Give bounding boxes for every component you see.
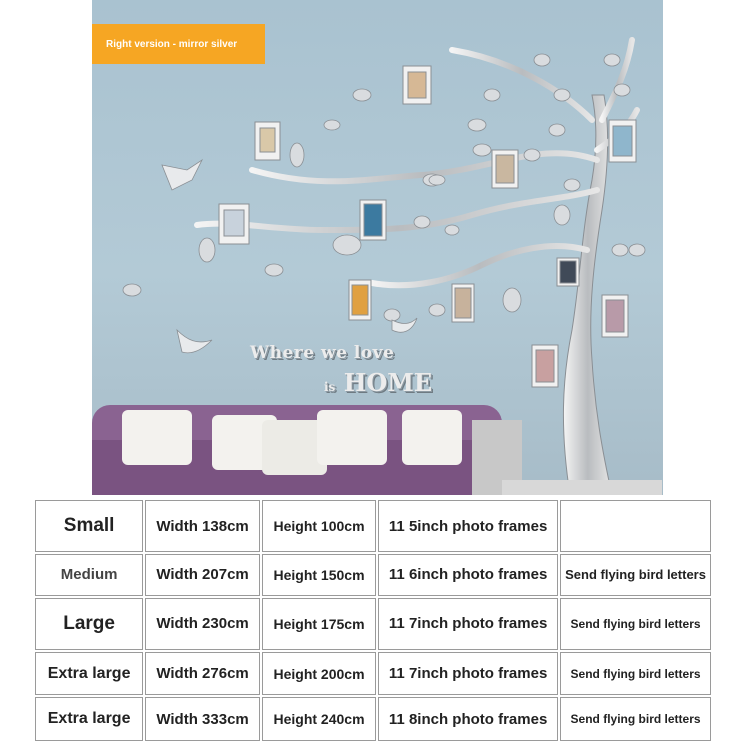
table-row	[35, 598, 711, 650]
height-cell: Height 240cm	[262, 697, 376, 741]
height-cell: Height 150cm	[262, 554, 376, 595]
size-spec-table	[33, 498, 713, 743]
frames-cell: 11 7inch photo frames	[378, 598, 558, 650]
frames-cell: 11 5inch photo frames	[378, 500, 558, 552]
note-cell: Send flying bird letters	[560, 598, 711, 650]
table-row	[35, 652, 711, 696]
size-label: Small	[35, 500, 143, 552]
wall-text-is: is	[324, 380, 336, 394]
width-cell: Width 230cm	[145, 598, 260, 650]
size-label: Extra large	[35, 652, 143, 696]
size-label: Medium	[35, 554, 143, 595]
frames-cell: 11 7inch photo frames	[378, 652, 558, 696]
width-cell: Width 138cm	[145, 500, 260, 552]
frames-cell: 11 8inch photo frames	[378, 697, 558, 741]
note-cell	[560, 500, 711, 552]
width-cell: Width 207cm	[145, 554, 260, 595]
width-cell: Width 276cm	[145, 652, 260, 696]
height-cell: Height 100cm	[262, 500, 376, 552]
product-photo	[92, 0, 663, 495]
table-row	[35, 500, 711, 552]
size-label: Large	[35, 598, 143, 650]
height-cell: Height 200cm	[262, 652, 376, 696]
height-cell: Height 175cm	[262, 598, 376, 650]
note-cell: Send flying bird letters	[560, 697, 711, 741]
wall-text-home: HOME	[343, 368, 433, 397]
wall-text-line2	[324, 368, 432, 397]
bird-left	[162, 160, 202, 190]
note-cell: Send flying bird letters	[560, 554, 711, 595]
wall-text-line1: Where we love	[250, 343, 395, 363]
width-cell: Width 333cm	[145, 697, 260, 741]
table-row	[35, 554, 711, 595]
version-banner: Right version - mirror silver	[92, 24, 265, 64]
frames-cell: 11 6inch photo frames	[378, 554, 558, 595]
size-label: Extra large	[35, 697, 143, 741]
note-cell: Send flying bird letters	[560, 652, 711, 696]
table-row	[35, 697, 711, 741]
tree-wall-sticker	[92, 0, 663, 495]
